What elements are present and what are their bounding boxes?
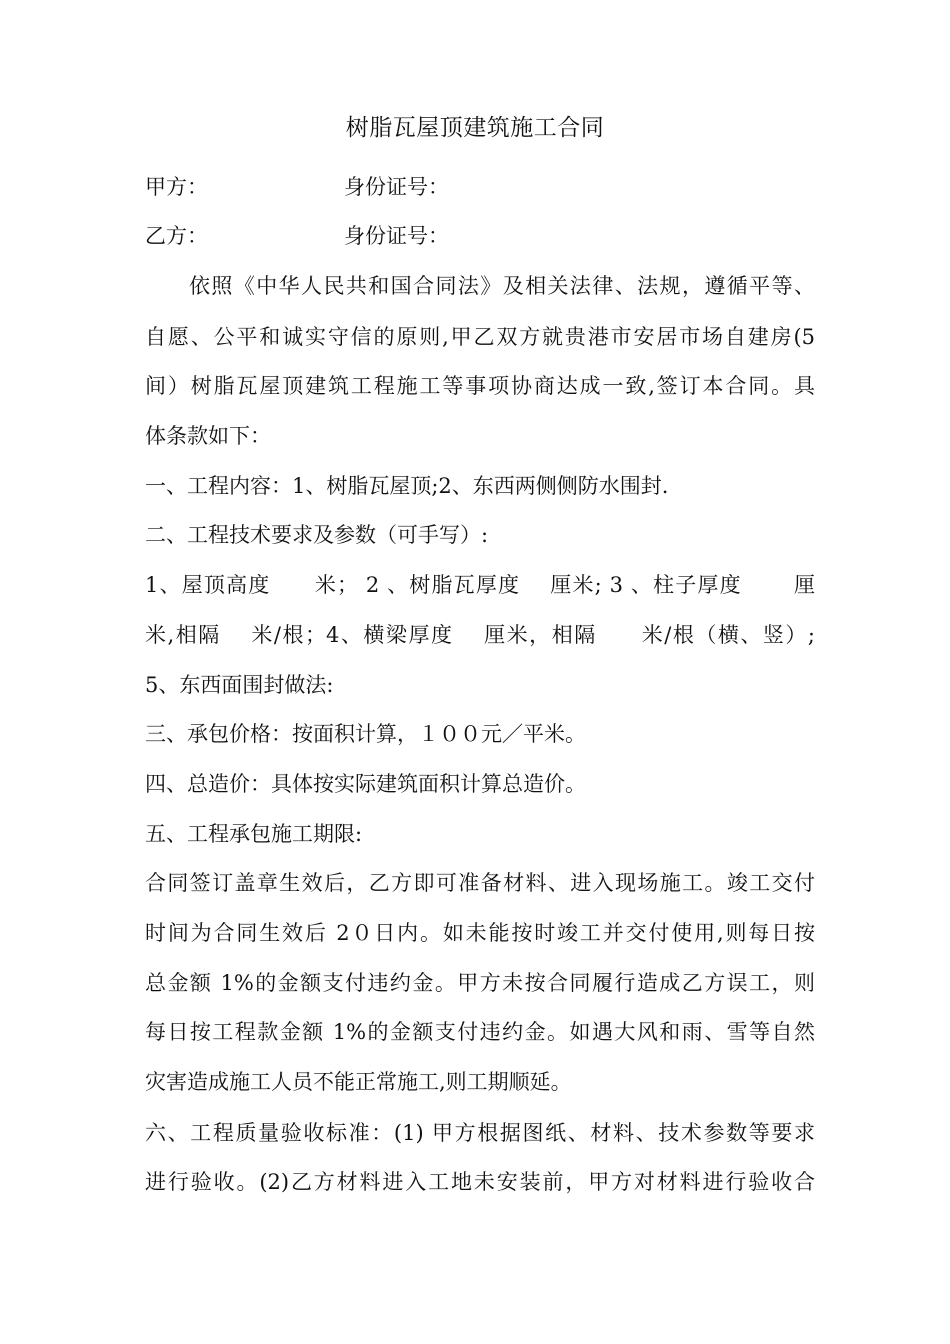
body-line: 1、屋顶高度 米； 2 、树脂瓦厚度 厘米; 3 、柱子厚度 厘 xyxy=(145,573,815,597)
clause-2: 二、工程技术要求及参数（可手写）: xyxy=(145,523,489,547)
clause-6: 六、工程质量验收标准：(1) 甲方根据图纸、材料、技术参数等要求 xyxy=(145,1121,815,1145)
document-title: 树脂瓦屋顶建筑施工合同 xyxy=(345,115,605,141)
body-line: 进行验收。(2)乙方材料进入工地未安装前，甲方对材料进行验收合 xyxy=(145,1170,815,1194)
clause-1: 一、工程内容：1、树脂瓦屋顶;2、东西两侧侧防水围封. xyxy=(145,474,669,498)
body-line: 总金额 1%的金额支付违约金。甲方未按合同履行造成乙方误工，则 xyxy=(145,971,815,995)
clause-3: 三、承包价格：按面积计算，１００元／平米。 xyxy=(145,722,586,746)
body-line: 米,相隔 米/根；4、横梁厚度 厘米，相隔 米/根（横、竖）; xyxy=(145,623,815,647)
body-line: 依照《中华人民共和国合同法》及相关法律、法规，遵循平等、 xyxy=(189,274,815,298)
body-line: 5、东西面围封做法: xyxy=(145,673,334,697)
party-b-id-label: 身份证号： xyxy=(344,224,449,248)
party-a-label: 甲方： xyxy=(145,175,208,199)
body-line: 体条款如下： xyxy=(145,424,271,448)
body-line: 自愿、公平和诚实守信的原则,甲乙双方就贵港市安居市场自建房(5 xyxy=(145,325,815,349)
body-line: 间）树脂瓦屋顶建筑工程施工等事项协商达成一致,签订本合同。具 xyxy=(145,374,815,398)
body-line: 时间为合同生效后 2０日内。如未能按时竣工并交付使用,则每日按 xyxy=(145,921,815,945)
body-line: 合同签订盖章生效后，乙方即可准备材料、进入现场施工。竣工交付 xyxy=(145,871,815,895)
body-line: 灾害造成施工人员不能正常施工,则工期顺延。 xyxy=(145,1070,572,1094)
body-line: 每日按工程款金额 1%的金额支付违约金。如遇大风和雨、雪等自然 xyxy=(145,1020,815,1044)
clause-5: 五、工程承包施工期限: xyxy=(145,822,363,846)
clause-4: 四、总造价：具体按实际建筑面积计算总造价。 xyxy=(145,772,586,796)
party-a-id-label: 身份证号： xyxy=(344,175,449,199)
party-b-label: 乙方： xyxy=(145,224,208,248)
